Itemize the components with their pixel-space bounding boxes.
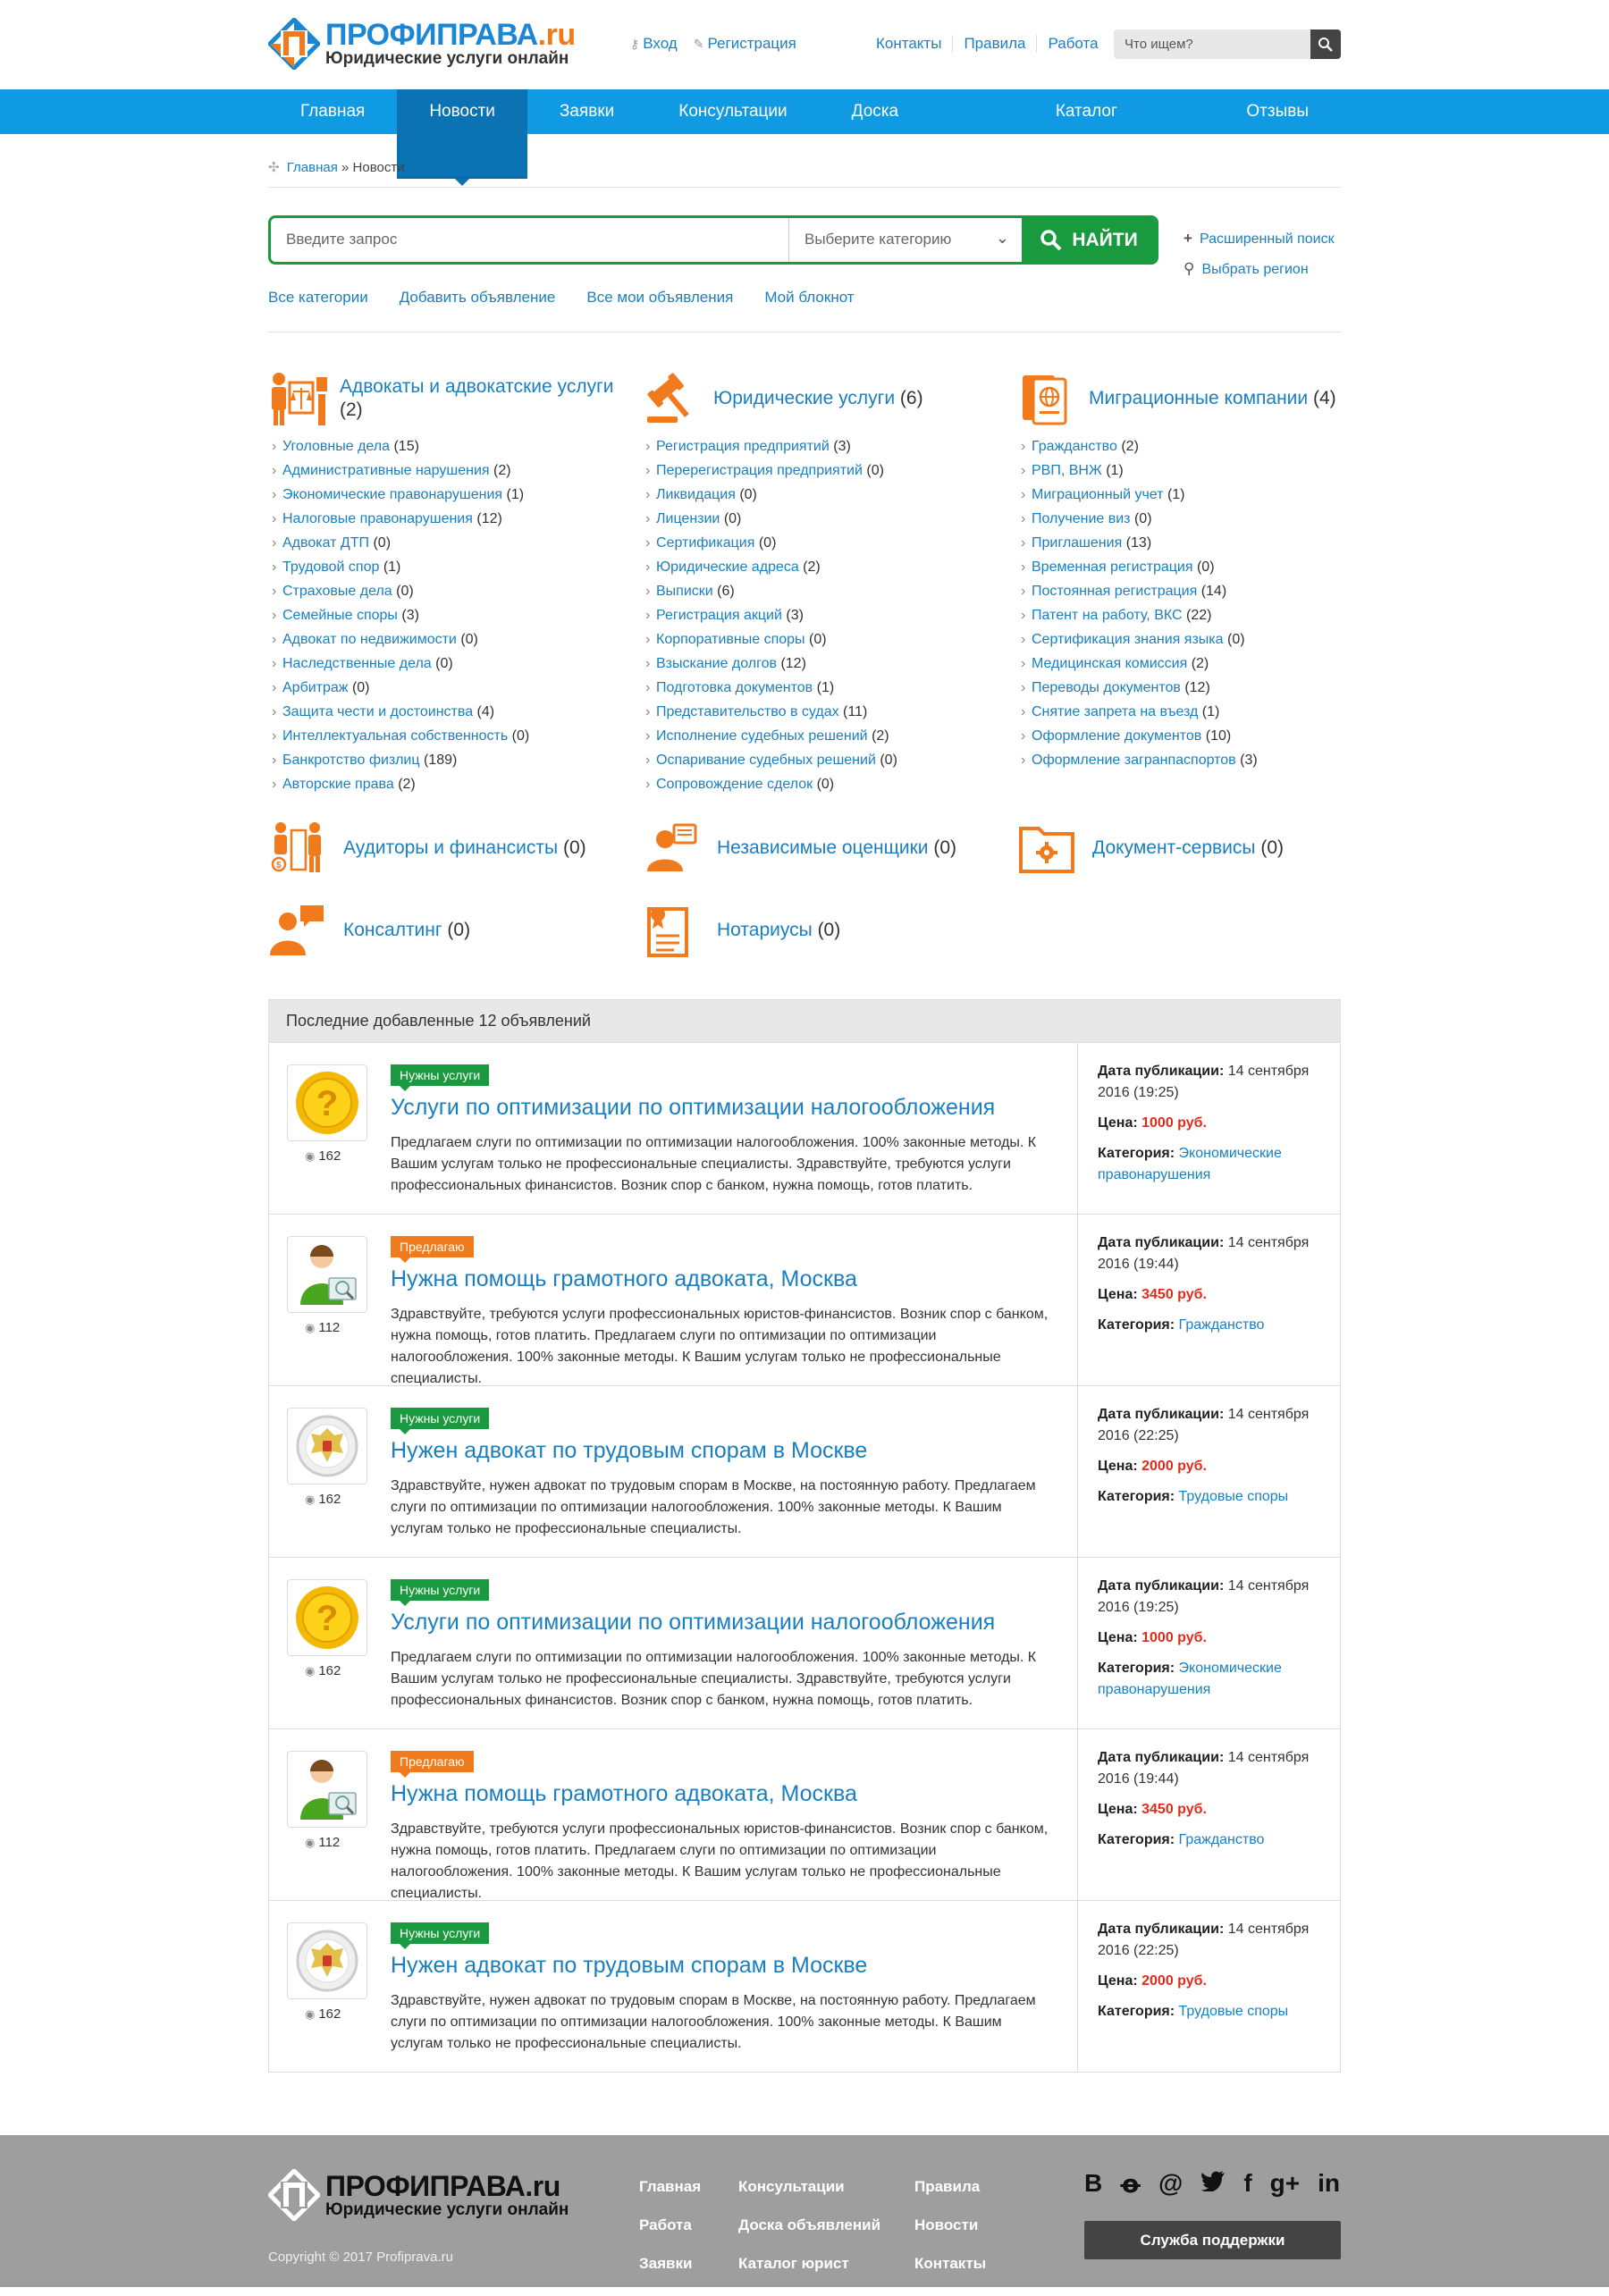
list-item: › Исполнение судебных решений (2) (642, 724, 999, 748)
ad-price: 1000 руб. (1141, 1115, 1207, 1131)
list-item: › Семейные споры (3) (268, 603, 626, 627)
user-avatar-icon (293, 1241, 361, 1308)
ad-price: 2000 руб. (1141, 1459, 1207, 1474)
gavel-icon (642, 370, 704, 427)
social-links (1084, 2169, 1340, 2199)
document-folder-icon (1017, 820, 1080, 877)
ad-meta: Дата публикации: 14 сентября 2016 (19:25) Цена: 1000 руб. Категория: Экономические правонарушения (1098, 1064, 1310, 1182)
footer-logo-domain: .ru (525, 2170, 560, 2202)
list-item: › Постоянная регистрация (14) (1017, 579, 1375, 603)
ad-row (269, 1728, 1340, 1900)
crosshair-icon: ✣ (268, 160, 280, 175)
footer-link[interactable]: Правила (914, 2178, 981, 2195)
ad-meta: Дата публикации: 14 сентября 2016 (22:25) Цена: 2000 руб. Категория: Трудовые споры (1098, 1407, 1310, 1504)
list-item: › Уголовные дела (15) (268, 434, 626, 458)
list-item: › Лицензии (0) (642, 507, 999, 531)
list-item: › Ликвидация (0) (642, 483, 999, 507)
logo-title: ПРОФИПРАВА (325, 18, 538, 52)
add-ad-link[interactable]: Добавить объявление (399, 289, 556, 306)
svg-text:$: $ (276, 861, 282, 870)
list-item: › Экономические правонарушения (1) (268, 483, 626, 507)
notary-icon (642, 902, 704, 959)
search-icon (1318, 37, 1334, 53)
footer-link[interactable]: Заявки (639, 2255, 693, 2272)
google-plus-icon[interactable]: g+ (1269, 2169, 1301, 2197)
query-input[interactable]: Введите запрос (271, 218, 789, 262)
emblem-icon (293, 1927, 361, 1995)
ad-price: 2000 руб. (1141, 1973, 1207, 1989)
breadcrumb-current: Новости (352, 160, 405, 175)
ad-description: Предлагаем слуги по оптимизации по оптимизации налогообложения. 100% законные методы. К Вашим услугам только не профессиональные специалисты. Здравствуйте, требуются услуги профессиональных финансистов. Возник спор с банком, нужна помощь, готов платить. (391, 1650, 1037, 1708)
category-list-legal-services (642, 434, 999, 796)
latest-ads-heading: Последние добавленные 12 объявлений (269, 1000, 1340, 1042)
ad-views-count: 162 (318, 2006, 341, 2022)
categories-section (268, 332, 1341, 999)
ad-row (269, 1214, 1340, 1385)
ad-views-count: 162 (318, 1492, 341, 1507)
eye-icon: ◉ (305, 1321, 316, 1334)
breadcrumb-home[interactable]: Главная (286, 160, 338, 175)
category-consulting: Консалтинг (0) (268, 902, 470, 959)
ad-row (269, 1557, 1340, 1728)
svg-text:?: ? (316, 1084, 339, 1123)
consulting-icon (268, 902, 331, 959)
list-item: › Интеллектуальная собственность (0) (268, 724, 626, 748)
list-item: › Трудовой спор (1) (268, 555, 626, 579)
ad-badge-offer: Предлагаю (391, 1751, 474, 1772)
footer-link[interactable]: Контакты (914, 2255, 987, 2272)
ad-title[interactable]: Нужна помощь грамотного адвоката, Москва (391, 1266, 857, 1291)
nav-lawyers-catalog[interactable]: Каталог юристов (1055, 102, 1122, 165)
vk-icon[interactable]: В (1084, 2169, 1103, 2197)
ad-views-count: 162 (318, 1663, 341, 1678)
advanced-search-link[interactable]: Расширенный поиск (1199, 231, 1335, 247)
site-logo[interactable] (268, 18, 576, 70)
copyright: Copyright © 2017 Profiprava.ru (268, 2250, 453, 2265)
ad-thumbnail[interactable] (287, 1236, 367, 1313)
linkedin-icon[interactable]: in (1318, 2169, 1341, 2197)
ad-row (269, 1385, 1340, 1557)
category-select[interactable]: Выберите категорию ⌄ (804, 229, 1009, 248)
ad-category-link[interactable]: Экономические правонарушения (1098, 1661, 1282, 1697)
list-item: › Временная регистрация (0) (1017, 555, 1375, 579)
passport-icon (1017, 370, 1080, 427)
list-item: › Оформление документов (10) (1017, 724, 1375, 748)
category-title-auditors[interactable]: Аудиторы и финансисты (343, 837, 559, 858)
user-avatar-icon (293, 1755, 361, 1823)
ad-date: 14 сентября 2016 (19:25) (1098, 1578, 1310, 1615)
footer-link[interactable]: Новости (914, 2216, 979, 2233)
list-item: › Сертификация (0) (642, 531, 999, 555)
list-item: › Перерегистрация предприятий (0) (642, 458, 999, 483)
ad-badge-need: Нужны услуги (391, 1922, 489, 1944)
ad-thumbnail[interactable] (287, 1579, 367, 1656)
search-section (268, 188, 1341, 332)
all-categories-link[interactable]: Все категории (268, 289, 368, 306)
category-title-document-services[interactable]: Документ-сервисы (1092, 837, 1256, 858)
ad-badge-offer: Предлагаю (391, 1236, 474, 1257)
list-item: › Корпоративные споры (0) (642, 627, 999, 652)
category-title-appraisers[interactable]: Независимые оценщики (717, 837, 929, 858)
footer-logo[interactable] (268, 2169, 569, 2221)
ad-row (269, 1042, 1340, 1214)
list-item: › Адвокат по недвижимости (0) (268, 627, 626, 652)
emblem-icon (293, 1412, 361, 1480)
category-title-consulting[interactable]: Консалтинг (343, 920, 442, 940)
category-list-lawyers (268, 434, 626, 796)
list-item: › Регистрация акций (3) (642, 603, 999, 627)
category-auditors: $ Аудиторы и финансисты (0) (268, 820, 586, 877)
register-link[interactable]: ✎ Регистрация (693, 35, 796, 52)
ad-thumbnail[interactable] (287, 1064, 367, 1141)
list-item: › Банкротство физлиц (189) (268, 748, 626, 772)
list-item: › Авторские права (2) (268, 772, 626, 796)
mail-icon[interactable]: @ (1158, 2169, 1184, 2197)
facebook-icon[interactable]: f (1243, 2169, 1252, 2197)
list-item: › Оспаривание судебных решений (0) (642, 748, 999, 772)
category-column: Миграционные компании (4) › Гражданство (2) › РВП, ВНЖ (1) › Миграционный учет (1) › Получение виз (0) › Приглашения (13) › Временная регистрация (0) › Постоянная регистрация (14) › Патент на работу, ВКС (22) › Сертификация знания языка (0) › Медицинская комиссия (2) › Переводы документов (12) › Снятие запрета на въезд (1) › Оформление документов (10) › Оформление загранпаспортов (3) (1017, 370, 1375, 772)
ad-thumbnail[interactable] (287, 1751, 367, 1828)
my-ads-link[interactable]: Все мои объявления (586, 289, 734, 306)
ad-title[interactable]: Услуги по оптимизации по оптимизации налогообложения (391, 1610, 996, 1635)
ad-price: 1000 руб. (1141, 1630, 1207, 1645)
search-sublinks (268, 289, 855, 307)
ad-badge-need: Нужны услуги (391, 1408, 489, 1429)
list-item: › Налоговые правонарушения (12) (268, 507, 626, 531)
support-button[interactable]: Служба поддержки (1084, 2221, 1341, 2259)
footer-link[interactable]: Главная (639, 2178, 702, 2195)
list-item: › Регистрация предприятий (3) (642, 434, 999, 458)
ad-badge-need: Нужны услуги (391, 1579, 489, 1601)
category-notaries: Нотариусы (0) (642, 902, 840, 959)
ad-date: 14 сентября 2016 (22:25) (1098, 1407, 1310, 1443)
ad-title[interactable]: Услуги по оптимизации по оптимизации налогообложения (391, 1095, 996, 1120)
main-nav (0, 89, 1609, 165)
list-item: › Снятие запрета на въезд (1) (1017, 700, 1375, 724)
latest-ads (268, 999, 1341, 2073)
ad-views-count: 112 (318, 1835, 341, 1850)
category-title-notaries[interactable]: Нотариусы (717, 920, 813, 940)
ad-meta: Дата публикации: 14 сентября 2016 (22:25) Цена: 2000 руб. Категория: Трудовые споры (1098, 1922, 1310, 2019)
category-title-legal-services[interactable]: Юридические услуги (713, 388, 896, 408)
nav-requests[interactable]: Заявки (559, 102, 615, 121)
ad-title[interactable]: Нужна помощь грамотного адвоката, Москва (391, 1781, 857, 1806)
list-item: › Медицинская комиссия (2) (1017, 652, 1375, 676)
nav-home[interactable]: Главная (300, 102, 366, 121)
footer-link[interactable]: Работа (639, 2216, 692, 2233)
ad-badge-need: Нужны услуги (391, 1064, 489, 1086)
list-item: › Оформление загранпаспортов (3) (1017, 748, 1375, 772)
pencil-icon: ✎ (693, 37, 704, 51)
list-item: › РВП, ВНЖ (1) (1017, 458, 1375, 483)
location-pin-icon: ⚲ (1184, 260, 1195, 277)
footer-logo-title: ПРОФИПРАВА (325, 2170, 526, 2202)
ad-views-count: 162 (318, 1148, 341, 1164)
find-button[interactable]: НАЙТИ (1022, 218, 1156, 262)
header-search-button[interactable] (1310, 29, 1341, 59)
nav-reviews[interactable]: Отзывы (1246, 102, 1309, 121)
eye-icon: ◉ (305, 1149, 316, 1163)
nav-board[interactable]: Доска объявлений (851, 102, 947, 165)
ad-meta: Дата публикации: 14 сентября 2016 (19:44) Цена: 3450 руб. Категория: Гражданство (1098, 1750, 1310, 1847)
top-link-contacts[interactable]: Контакты (876, 35, 942, 52)
logo-mark-icon (268, 2169, 320, 2221)
footer-menu-col-3 (914, 2167, 986, 2283)
breadcrumb: ✣ Главная » Новости (268, 134, 1341, 188)
ad-date: 14 сентября 2016 (19:44) (1098, 1750, 1310, 1787)
ad-category-link[interactable]: Гражданство (1178, 1317, 1265, 1333)
ad-category-link[interactable]: Трудовые споры (1178, 1489, 1289, 1504)
odnoklassniki-icon[interactable]: ꝋ (1120, 2170, 1141, 2198)
top-link-rules[interactable]: Правила (952, 35, 1036, 53)
ad-row (269, 1900, 1340, 2072)
search-icon (1040, 229, 1063, 252)
logo-domain: .ru (537, 18, 576, 52)
my-notepad-link[interactable]: Мой блокнот (764, 289, 855, 306)
category-document-services: Документ-сервисы (0) (1017, 820, 1284, 877)
logo-subtitle: Юридические услуги онлайн (325, 49, 569, 68)
nav-news[interactable]: Новости (397, 89, 527, 179)
ad-description: Здравствуйте, требуются услуги профессиональных юристов-финансистов. Возник спор с банком, нужна помощь, готов платить. Предлагаем слуги по оптимизации по оптимизации налогообложения. 100% законные методы. К Вашим услугам только не профессиональные специалисты. (391, 1821, 1049, 1901)
key-icon: ⚷ (630, 37, 640, 51)
eye-icon: ◉ (305, 1836, 316, 1849)
ad-category-link[interactable]: Экономические правонарушения (1098, 1146, 1282, 1182)
list-item: › Гражданство (2) (1017, 434, 1375, 458)
footer-logo-subtitle: Юридические услуги онлайн (325, 2200, 569, 2219)
ad-meta: Дата публикации: 14 сентября 2016 (19:25) Цена: 1000 руб. Категория: Экономические правонарушения (1098, 1578, 1310, 1697)
footer-menu-col-2 (738, 2167, 880, 2283)
list-item: › Защита чести и достоинства (4) (268, 700, 626, 724)
appraiser-icon (642, 820, 704, 877)
footer-menu-col-1 (639, 2167, 701, 2283)
list-item: › Патент на работу, ВКС (22) (1017, 603, 1375, 627)
ad-title[interactable]: Нужен адвокат по трудовым спорам в Москве (391, 1953, 868, 1978)
login-link[interactable]: ⚷ Вход (630, 35, 678, 52)
plus-icon: + (1184, 230, 1192, 247)
footer-link[interactable]: Доска объявлений (738, 2216, 881, 2233)
ad-description: Здравствуйте, требуются услуги профессиональных юристов-финансистов. Возник спор с банком, нужна помощь, готов платить. Предлагаем слуги по оптимизации по оптимизации налогообложения. 100% законные методы. К Вашим услугам только не профессиональные специалисты. (391, 1307, 1049, 1386)
category-column: Юридические услуги (6) › Регистрация предприятий (3) › Перерегистрация предприятий (0) › Ликвидация (0) › Лицензии (0) › Сертификация (0) › Юридические адреса (2) › Выписки (6) › Регистрация акций (3) › Корпоративные споры (0) › Взыскание долгов (12) › Подготовка документов (1) › Представительство в судах (11) › Исполнение судебных решений (2) › Оспаривание судебных решений (0) › Сопровождение сделок (0) (642, 370, 999, 796)
lawyer-scales-icon (268, 370, 331, 427)
list-item: › Арбитраж (0) (268, 676, 626, 700)
svg-text:?: ? (316, 1599, 339, 1638)
ad-date: 14 сентября 2016 (19:44) (1098, 1235, 1310, 1272)
footer-link[interactable]: Каталог юрист (738, 2255, 849, 2272)
logo-mark-icon (268, 18, 320, 70)
list-item: › Страховые дела (0) (268, 579, 626, 603)
category-column: Адвокаты и адвокатские услуги (2) › Уголовные дела (15) › Административные нарушения (2) › Экономические правонарушения (1) › Налоговые правонарушения (12) › Адвокат ДТП (0) › Трудовой спор (1) › Страховые дела (0) › Семейные споры (3) › Адвокат по недвижимости (0) › Наследственные дела (0) › Арбитраж (0) › Защита чести и достоинства (4) › Интеллектуальная собственность (0) › Банкротство физлиц (189) › Авторские права (2) (268, 370, 626, 796)
category-list-migration (1017, 434, 1375, 772)
footer-link[interactable]: Консультации (738, 2178, 845, 2195)
list-item: › Сопровождение сделок (0) (642, 772, 999, 796)
chevron-down-icon: ⌄ (995, 229, 1009, 247)
list-item: › Адвокат ДТП (0) (268, 531, 626, 555)
ad-price: 3450 руб. (1141, 1287, 1207, 1302)
list-item: › Сертификация знания языка (0) (1017, 627, 1375, 652)
list-item: › Юридические адреса (2) (642, 555, 999, 579)
list-item: › Приглашения (13) (1017, 531, 1375, 555)
choose-region-link[interactable]: Выбрать регион (1201, 262, 1309, 277)
header-search[interactable] (1114, 29, 1341, 59)
list-item: › Взыскание долгов (12) (642, 652, 999, 676)
eye-icon: ◉ (305, 2007, 316, 2021)
ad-category-link[interactable]: Трудовые споры (1178, 2004, 1289, 2019)
ad-date: 14 сентября 2016 (22:25) (1098, 1922, 1310, 1958)
ad-title[interactable]: Нужен адвокат по трудовым спорам в Москве (391, 1438, 868, 1463)
question-coin-icon (293, 1069, 361, 1137)
ad-meta: Дата публикации: 14 сентября 2016 (19:44) Цена: 3450 руб. Категория: Гражданство (1098, 1235, 1310, 1333)
list-item: › Подготовка документов (1) (642, 676, 999, 700)
list-item: › Наследственные дела (0) (268, 652, 626, 676)
ad-description: Предлагаем слуги по оптимизации по оптимизации налогообложения. 100% законные методы. К Вашим услугам только не профессиональные специалисты. Здравствуйте, требуются услуги профессиональных финансистов. Возник спор с банком, нужна помощь, готов платить. (391, 1135, 1037, 1193)
top-link-work[interactable]: Работа (1036, 35, 1108, 53)
eye-icon: ◉ (305, 1664, 316, 1678)
top-menu (876, 35, 1109, 53)
nav-consultations[interactable]: Консультации (678, 102, 788, 121)
search-form (268, 215, 1158, 265)
question-coin-icon (293, 1584, 361, 1652)
list-item: › Административные нарушения (2) (268, 458, 626, 483)
list-item: › Переводы документов (12) (1017, 676, 1375, 700)
twitter-icon[interactable] (1200, 2169, 1226, 2199)
list-item: › Представительство в судах (11) (642, 700, 999, 724)
ad-thumbnail[interactable] (287, 1408, 367, 1484)
category-title-lawyers[interactable]: Адвокаты и адвокатские услуги (340, 376, 614, 397)
ad-thumbnail[interactable] (287, 1922, 367, 1999)
auditor-icon (268, 820, 331, 877)
list-item: › Выписки (6) (642, 579, 999, 603)
category-title-migration[interactable]: Миграционные компании (1089, 388, 1309, 408)
eye-icon: ◉ (305, 1493, 316, 1506)
ad-description: Здравствуйте, нужен адвокат по трудовым спорам в Москве, на постоянную работу. Предлагаем слуги по оптимизации по оптимизации налогообложения. 100% законные методы. К Вашим услугам только не профессиональные специалисты. (391, 1478, 1036, 1536)
header-search-input[interactable]: Что ищем? (1125, 37, 1193, 52)
ad-category-link[interactable]: Гражданство (1178, 1832, 1265, 1847)
site-header (268, 0, 1341, 89)
category-appraisers: Независимые оценщики (0) (642, 820, 956, 877)
auth-links (630, 35, 796, 53)
ad-views-count: 112 (318, 1320, 341, 1335)
ad-price: 3450 руб. (1141, 1802, 1207, 1817)
ad-description: Здравствуйте, нужен адвокат по трудовым спорам в Москве, на постоянную работу. Предлагаем слуги по оптимизации по оптимизации налогообложения. 100% законные методы. К Вашим услугам только не профессиональные специалисты. (391, 1993, 1036, 2051)
ad-date: 14 сентября 2016 (19:25) (1098, 1064, 1310, 1100)
list-item: › Получение виз (0) (1017, 507, 1375, 531)
site-footer (0, 2135, 1609, 2287)
list-item: › Миграционный учет (1) (1017, 483, 1375, 507)
